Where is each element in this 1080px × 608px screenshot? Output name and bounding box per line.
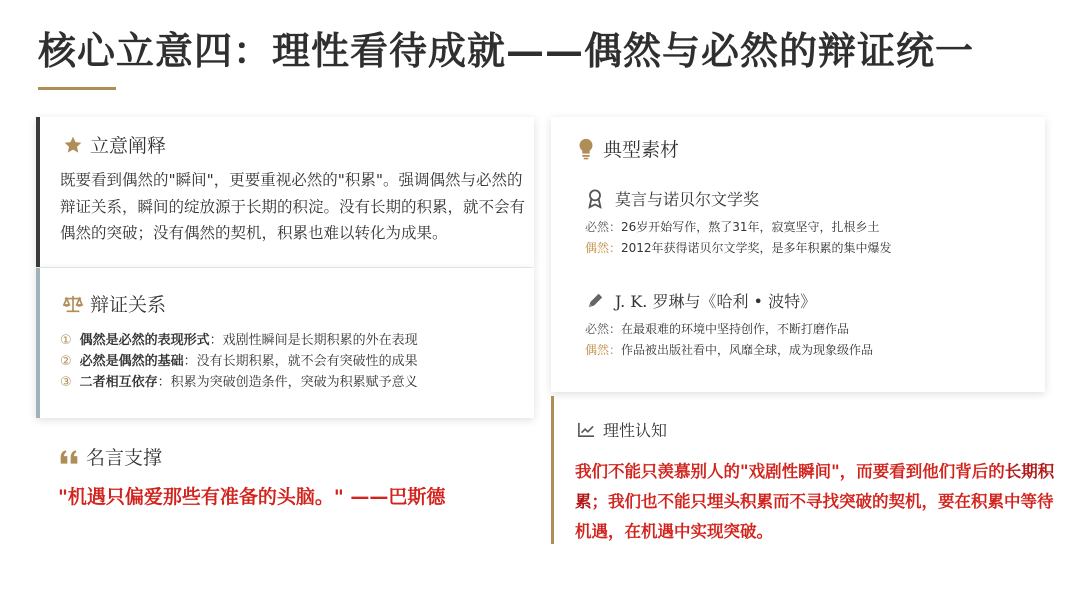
award-icon bbox=[585, 189, 605, 209]
list-item: ② 必然是偶然的基础：没有长期积累，就不会有突破性的成果 bbox=[60, 354, 418, 369]
quote-header bbox=[58, 443, 162, 470]
quote-text: "机遇只偏爱那些有准备的头脑。" ——巴斯德 bbox=[58, 486, 446, 508]
rational-view-accent-bar bbox=[551, 396, 554, 544]
title-underline bbox=[38, 87, 116, 90]
list-item: ① 偶然是必然的表现形式：戏剧性瞬间是长期积累的外在表现 bbox=[60, 333, 418, 348]
example-rowling: J. K. 罗琳与《哈利 • 波特》 必然：在最艰难的环境中坚持创作，不断打磨作品 偶然：作品被出版社看中，风靡全球，成为现象级作品 bbox=[585, 289, 1035, 361]
theme-card-body: 既要看到偶然的"瞬间"，更要重视必然的"积累"。强调偶然与必然的辩证关系，瞬间的绽放源于长期的积淀。没有长期的积累，就不会有偶然的突破；没有偶然的契机，积累也难以转化为成果。 bbox=[60, 171, 526, 242]
rational-view-heading: 理性认知 bbox=[603, 421, 668, 440]
dialectic-card bbox=[36, 268, 534, 418]
rational-view-text: 我们不能只羡慕别人的"戏剧性瞬间"，而要看到他们背后的长期积累；我们也不能只埋头积累而不寻找突破的契机，要在积累中等待机遇，在机遇中实现突破。 bbox=[575, 462, 1055, 541]
lightbulb-icon bbox=[575, 138, 597, 160]
dialectic-list bbox=[60, 330, 530, 393]
rational-view-header bbox=[575, 418, 667, 441]
dialectic-card-header bbox=[62, 290, 166, 317]
quote-icon bbox=[58, 446, 80, 468]
star-icon bbox=[62, 134, 84, 156]
theme-card-header bbox=[62, 131, 166, 158]
theme-card bbox=[36, 117, 534, 267]
page-title: 核心立意四：理性看待成就——偶然与必然的辩证统一 bbox=[38, 28, 975, 73]
list-item: ③ 二者相互依存：积累为突破创造条件，突破为积累赋予意义 bbox=[60, 375, 418, 390]
theme-card-heading: 立意阐释 bbox=[90, 135, 167, 157]
example-title: 莫言与诺贝尔文学奖 bbox=[615, 190, 760, 209]
example-title: J. K. 罗琳与《哈利 • 波特》 bbox=[615, 292, 817, 311]
balance-scale-icon bbox=[62, 293, 84, 315]
line-chart-icon bbox=[575, 419, 597, 441]
materials-card-heading: 典型素材 bbox=[603, 139, 680, 161]
quote-heading: 名言支撑 bbox=[86, 447, 163, 469]
dialectic-card-heading: 辩证关系 bbox=[90, 294, 167, 316]
materials-card bbox=[551, 117, 1045, 392]
materials-card-header bbox=[575, 135, 679, 162]
pen-icon bbox=[585, 291, 605, 311]
highlight-text: 长期积累 bbox=[575, 462, 1055, 511]
example-mo-yan: 莫言与诺贝尔文学奖 必然：26岁开始写作，熬了31年，寂寞坚守，扎根乡土 偶然：2012年获得诺贝尔文学奖，是多年积累的集中爆发 bbox=[585, 187, 1035, 259]
